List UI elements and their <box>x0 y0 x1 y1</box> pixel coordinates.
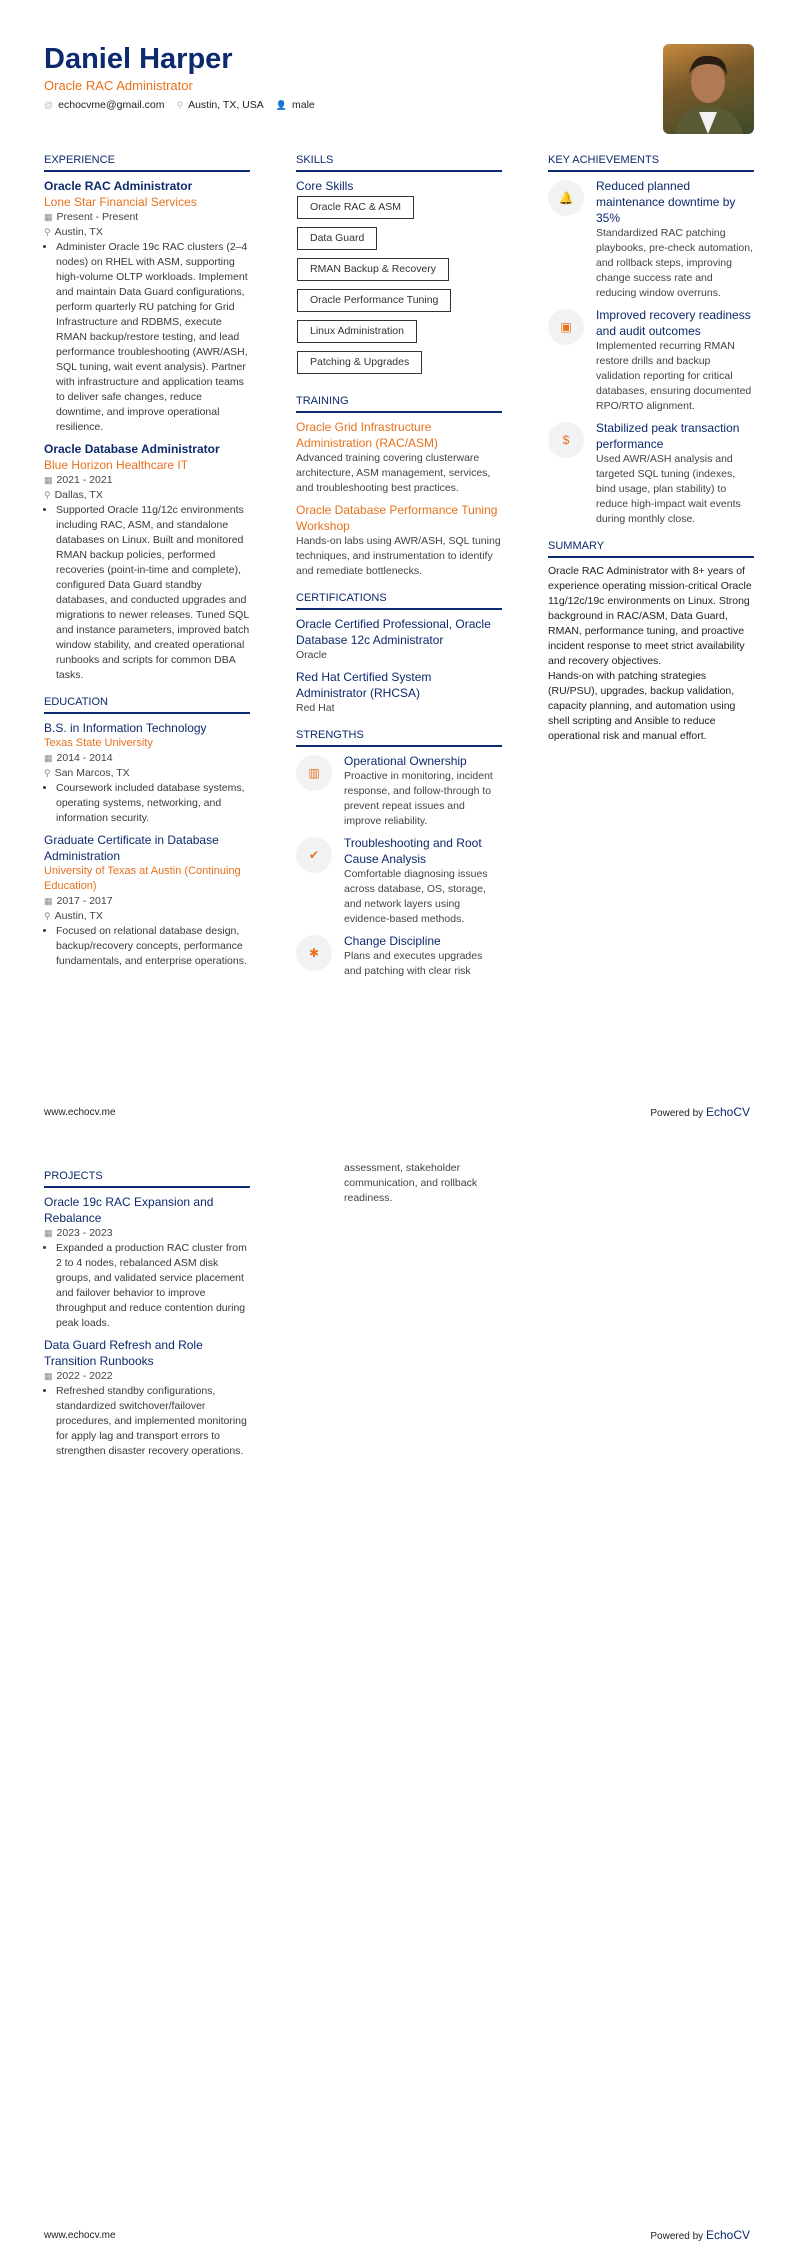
company-name: Blue Horizon Healthcare IT <box>44 458 189 472</box>
school: University of Texas at Austin (Continuing Education) <box>44 865 241 892</box>
bullet-item: • Supported Oracle 11g/12c environments including RAC, ASM, and standalone databases on Linux. Built and monitored RMAN backup policies, performed recoveries (point-in-time and complete), configured Data Guard standby databases, and conducted upgrades and migrations to newer releases. Tuned SQL and instance parameters, improved batch window stability, and created operational runbooks and scripts for common DBA tasks. <box>56 503 250 683</box>
certification-issuer: Red Hat <box>296 702 335 714</box>
training-title: Oracle Grid Infrastructure Administration (RAC/ASM) <box>296 420 439 450</box>
location: Austin, TX, USA <box>188 99 264 111</box>
section-heading: TRAINING <box>296 394 502 413</box>
experience-item <box>44 178 250 435</box>
achievement-title: Improved recovery readiness and audit outcomes <box>596 308 751 338</box>
strength-description-continued: assessment, stakeholder communication, and rollback readiness. <box>344 1162 478 1204</box>
training-item <box>296 419 502 496</box>
footer-powered-by <box>650 2228 750 2244</box>
strength-description: Proactive in monitoring, incident response, and follow-through to prevent repeat issues and improve reliability. <box>344 770 493 827</box>
bullet-item: • Focused on relational database design, backup/recovery concepts, performance fundamentals, and enterprise operations. <box>56 924 250 969</box>
achievements-section <box>548 153 754 527</box>
footer-powered-by <box>650 1105 750 1121</box>
project-title: Data Guard Refresh and Role Transition Runbooks <box>44 1338 203 1368</box>
contact-info <box>44 98 315 113</box>
calendar-icon: ▦ <box>44 212 53 222</box>
brand-name: EchoCV <box>705 1105 750 1119</box>
bullet-list <box>44 503 250 683</box>
email: echocvme@gmail.com <box>58 99 165 111</box>
building-icon: ▥ <box>296 755 332 791</box>
calendar-icon: ▦ <box>44 1371 53 1381</box>
education-dates <box>44 894 250 909</box>
achievement-title: Stabilized peak transaction performance <box>596 421 740 451</box>
skills-section <box>296 153 502 382</box>
dollar-icon: $ <box>548 422 584 458</box>
project-item <box>44 1194 250 1331</box>
at-icon: @ <box>44 100 54 110</box>
project-item <box>44 1337 250 1459</box>
section-heading: STRENGTHS <box>296 728 502 747</box>
training-description: Hands-on labs using AWR/ASH, SQL tuning techniques, and instrumentation to identify and remediate bottlenecks. <box>296 535 501 577</box>
strength-body <box>344 835 502 927</box>
degree: B.S. in Information Technology <box>44 721 207 735</box>
education-dates-text: 2017 - 2017 <box>56 895 113 907</box>
bullet-item: • Expanded a production RAC cluster from 2 to 4 nodes, rebalanced ASM disk groups, and validated service placement and failover behavior to improve throughput and reduce contention during peak loads. <box>56 1241 250 1331</box>
training-item <box>296 502 502 579</box>
strength-title: Troubleshooting and Root Cause Analysis <box>344 836 482 866</box>
skill-chip: Oracle RAC & ASM <box>297 196 414 219</box>
skill-chip: Linux Administration <box>297 320 417 343</box>
certifications-section <box>296 591 502 716</box>
strength-item <box>296 933 502 979</box>
bullet-list <box>44 924 250 969</box>
calendar-icon: ▦ <box>44 753 53 763</box>
achievement-description: Used AWR/ASH analysis and targeted SQL tuning (indexes, bind usage, plan stability) to reduce high-impact wait events during monthly close. <box>596 453 741 525</box>
job-location <box>44 225 250 240</box>
achievement-item <box>548 178 754 301</box>
strength-title: Change Discipline <box>344 934 441 948</box>
education-item <box>44 720 250 826</box>
section-heading: CERTIFICATIONS <box>296 591 502 610</box>
job-location-text: Dallas, TX <box>54 489 103 501</box>
degree: Graduate Certificate in Database Administration <box>44 833 219 863</box>
achievement-body <box>596 178 754 301</box>
project-dates-text: 2022 - 2022 <box>56 1370 113 1382</box>
bullet-list <box>44 1241 250 1331</box>
strength-item <box>296 835 502 927</box>
strength-title: Operational Ownership <box>344 754 467 768</box>
check-circle-icon: ✔ <box>296 837 332 873</box>
candidate-title: Oracle RAC Administrator <box>44 78 193 93</box>
skill-chip: Data Guard <box>297 227 377 250</box>
strength-body <box>344 753 502 829</box>
calendar-icon: ▦ <box>44 1228 53 1238</box>
skill-group-title: Core Skills <box>296 179 354 193</box>
education-dates-text: 2014 - 2014 <box>56 752 113 764</box>
candidate-name: Daniel Harper <box>44 43 233 75</box>
skill-chips <box>296 196 502 382</box>
skill-chip: Oracle Performance Tuning <box>297 289 451 312</box>
section-heading: SUMMARY <box>548 539 754 558</box>
job-dates-text: Present - Present <box>56 211 139 223</box>
profile-photo <box>663 44 754 134</box>
calendar-icon: ▦ <box>44 896 53 906</box>
location-pin-icon: ⚲ <box>44 768 51 778</box>
experience-section <box>44 153 250 683</box>
bullet-list <box>44 1384 250 1459</box>
strengths-section <box>296 728 502 979</box>
achievement-body <box>596 307 754 414</box>
section-heading: PROJECTS <box>44 1169 250 1188</box>
bullet-item: • Refreshed standby configurations, standardized switchover/failover procedures, and implemented monitoring for apply lag and transport errors to strengthen disaster recovery operations. <box>56 1384 250 1459</box>
resume-page-2 <box>0 1123 794 2246</box>
job-dates <box>44 210 250 225</box>
powered-by-text: Powered by <box>650 2231 704 2242</box>
archive-icon: ▣ <box>548 309 584 345</box>
education-location <box>44 766 250 781</box>
achievement-item <box>548 307 754 414</box>
achievement-body <box>596 420 754 527</box>
footer-website: www.echocv.me <box>44 2230 116 2241</box>
certification-issuer: Oracle <box>296 649 327 661</box>
bullet-list <box>44 781 250 826</box>
strength-item <box>296 753 502 829</box>
certification-title: Oracle Certified Professional, Oracle Database 12c Administrator <box>296 617 491 647</box>
summary-paragraph: Oracle RAC Administrator with 8+ years of experience operating mission-critical Oracle 11g/12c/19c environments on Linux. Strong background in RAC/ASM, Data Guard, RMAN, performance tuning, and proactive incident response to meet strict availability and recovery objectives. <box>548 565 752 667</box>
summary-paragraph: Hands-on with patching strategies (RU/PSU), upgrades, backup validation, capacity planning, and automation using shell scripting and Ansible to reduce operational risk and manual effort. <box>548 670 736 742</box>
job-dates-text: 2021 - 2021 <box>56 474 113 486</box>
bullet-item: • Coursework included database systems, operating systems, networking, and information security. <box>56 781 250 826</box>
experience-item <box>44 441 250 683</box>
achievement-title: Reduced planned maintenance downtime by 35% <box>596 179 736 225</box>
project-title: Oracle 19c RAC Expansion and Rebalance <box>44 1195 214 1225</box>
section-heading: KEY ACHIEVEMENTS <box>548 153 754 172</box>
location-pin-icon: ⚲ <box>44 911 51 921</box>
section-heading: EDUCATION <box>44 695 250 714</box>
project-dates <box>44 1369 250 1384</box>
job-title: Oracle RAC Administrator <box>44 179 193 193</box>
certification-item <box>296 669 502 716</box>
projects-section <box>44 1169 250 1459</box>
training-section <box>296 394 502 579</box>
job-location <box>44 488 250 503</box>
achievement-description: Implemented recurring RMAN restore drills and backup validation reporting for critical databases, ensuring documented RPO/RTO alignment. <box>596 340 752 412</box>
school: Texas State University <box>44 737 153 749</box>
education-item <box>44 832 250 969</box>
location-pin-icon: ⚲ <box>176 100 184 110</box>
footer-website: www.echocv.me <box>44 1107 116 1118</box>
calendar-icon: ▦ <box>44 475 53 485</box>
location-pin-icon: ⚲ <box>44 490 51 500</box>
skill-chip: RMAN Backup & Recovery <box>297 258 449 281</box>
section-heading: EXPERIENCE <box>44 153 250 172</box>
powered-by-text: Powered by <box>650 1108 704 1119</box>
achievement-item <box>548 420 754 527</box>
education-location <box>44 909 250 924</box>
bug-icon: ✱ <box>296 935 332 971</box>
gender: male <box>291 99 315 111</box>
job-title: Oracle Database Administrator <box>44 442 220 456</box>
achievement-description: Standardized RAC patching playbooks, pre-check automation, and rollback steps, improving change success rate and reducing window overruns. <box>596 227 754 299</box>
education-location-text: Austin, TX <box>54 910 103 922</box>
bullet-item: • Administer Oracle 19c RAC clusters (2–4 nodes) on RHEL with ASM, supporting high-volume OLTP workloads. Implement and maintain Data Guard configurations, perform quarterly RU patching for Grid Infrastructure and RDBMS, execute RMAN backup/restore testing, and lead performance troubleshooting (AWR/ASH, SQL tuning, wait event analysis). Partner with infrastructure and application teams to deliver safe changes, reduce downtime, and improve operational resilience. <box>56 240 250 435</box>
bullet-list <box>44 240 250 435</box>
education-dates <box>44 751 250 766</box>
certification-title: Red Hat Certified System Administrator (RHCSA) <box>296 670 432 700</box>
education-location-text: San Marcos, TX <box>54 767 130 779</box>
skill-chip: Patching & Upgrades <box>297 351 422 374</box>
certification-item <box>296 616 502 663</box>
strength-description: Plans and executes upgrades and patching with clear risk <box>344 950 483 977</box>
location-pin-icon: ⚲ <box>44 227 51 237</box>
bell-icon: 🔔 <box>548 180 584 216</box>
brand-name: EchoCV <box>705 2228 750 2242</box>
company-name: Lone Star Financial Services <box>44 195 197 209</box>
project-dates <box>44 1226 250 1241</box>
training-title: Oracle Database Performance Tuning Workshop <box>296 503 498 533</box>
education-section <box>44 695 250 969</box>
summary-section <box>548 539 754 744</box>
training-description: Advanced training covering clusterware architecture, ASM management, services, and troubleshooting best practices. <box>296 452 491 494</box>
strength-body <box>344 933 502 979</box>
section-heading: SKILLS <box>296 153 502 172</box>
strength-description: Comfortable diagnosing issues across database, OS, storage, and network layers using evidence-based methods. <box>344 868 488 925</box>
project-dates-text: 2023 - 2023 <box>56 1227 113 1239</box>
person-icon: 👤 <box>275 100 287 110</box>
job-dates <box>44 473 250 488</box>
job-location-text: Austin, TX <box>54 226 103 238</box>
